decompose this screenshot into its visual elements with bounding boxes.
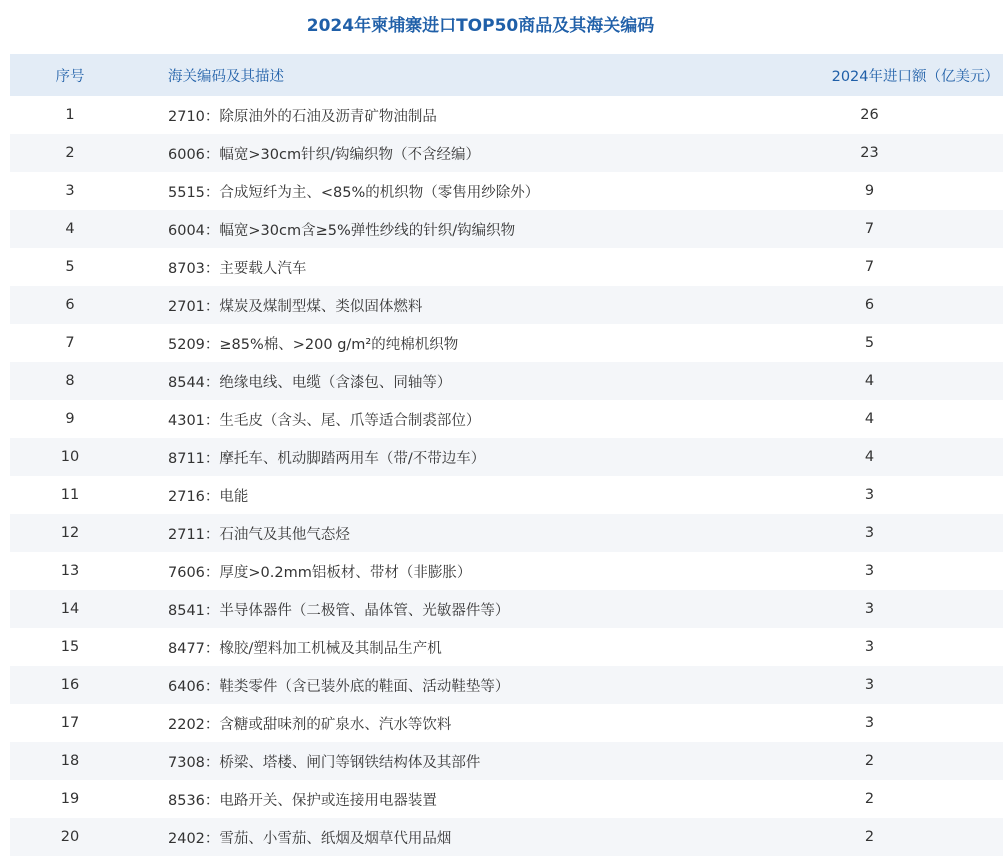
- row-description: 8703：主要载人汽车: [168, 260, 307, 277]
- table-row: [10, 552, 1003, 590]
- row-import-value: 3: [864, 525, 875, 541]
- row-number: 9: [65, 411, 75, 427]
- row-description: 8711：摩托车、机动脚踏两用车（带/不带边车）: [168, 450, 486, 467]
- row-description: 8544：绝缘电线、电缆（含漆包、同轴等）: [168, 374, 452, 391]
- table-row: [10, 210, 1003, 248]
- row-number: 19: [60, 791, 80, 807]
- row-import-value: 3: [864, 487, 875, 503]
- table-row: [10, 666, 1003, 704]
- table-row: [10, 476, 1003, 514]
- table-row: [10, 742, 1003, 780]
- row-description: 6004：幅宽>30cm含≥5%弹性纱线的针织/钩编织物: [168, 222, 516, 239]
- row-number: 1: [65, 107, 75, 123]
- row-import-value: 4: [864, 411, 875, 427]
- row-import-value: 7: [864, 259, 875, 275]
- table-row: [10, 324, 1003, 362]
- row-import-value: 6: [864, 297, 875, 313]
- row-import-value: 3: [864, 677, 875, 693]
- row-number: 5: [65, 259, 75, 275]
- row-import-value: 26: [860, 107, 879, 123]
- table-row: [10, 362, 1003, 400]
- row-number: 12: [60, 525, 80, 541]
- row-number: 13: [60, 563, 80, 579]
- table-row: [10, 704, 1003, 742]
- row-import-value: 5: [864, 335, 875, 351]
- table-row: [10, 172, 1003, 210]
- row-description: 6406：鞋类零件（含已装外底的鞋面、活动鞋垫等）: [168, 678, 510, 695]
- row-description: 8536：电路开关、保护或连接用电器装置: [168, 792, 437, 809]
- table-row: [10, 628, 1003, 666]
- table-header-row: [10, 54, 1003, 96]
- row-number: 6: [65, 297, 75, 313]
- row-import-value: 4: [864, 373, 875, 389]
- row-description: 2402：雪茄、小雪茄、纸烟及烟草代用品烟: [168, 830, 452, 847]
- row-description: 8477：橡胶/塑料加工机械及其制品生产机: [168, 640, 442, 657]
- table-row: [10, 438, 1003, 476]
- row-description: 5515：合成短纤为主、<85%的机织物（零售用纱除外）: [168, 184, 540, 201]
- row-number: 10: [60, 449, 80, 465]
- table-row: [10, 400, 1003, 438]
- table-row: [10, 818, 1003, 856]
- row-description: 2701：煤炭及煤制型煤、类似固体燃料: [168, 298, 423, 315]
- row-description: 7606：厚度>0.2mm铝板材、带材（非膨胀）: [168, 564, 472, 581]
- table-row: [10, 780, 1003, 818]
- row-import-value: 9: [864, 183, 875, 199]
- row-number: 15: [60, 639, 80, 655]
- row-import-value: 7: [864, 221, 875, 237]
- row-number: 2: [65, 145, 75, 161]
- table-row: [10, 286, 1003, 324]
- page-title: 2024年柬埔寨进口TOP50商品及其海关编码: [306, 16, 655, 36]
- row-number: 11: [60, 487, 80, 503]
- row-number: 7: [65, 335, 75, 351]
- row-number: 16: [60, 677, 80, 693]
- import-table: [10, 54, 1003, 856]
- row-description: 2711：石油气及其他气态烃: [168, 526, 350, 543]
- row-import-value: 3: [864, 601, 875, 617]
- table-row: [10, 514, 1003, 552]
- header-number: 序号: [55, 68, 85, 85]
- row-number: 4: [65, 221, 75, 237]
- row-number: 8: [65, 373, 75, 389]
- row-description: 4301：生毛皮（含头、尾、爪等适合制裘部位）: [168, 412, 481, 429]
- row-number: 20: [60, 829, 80, 845]
- table-row: [10, 248, 1003, 286]
- table-body: [10, 96, 1003, 856]
- row-import-value: 2: [864, 791, 875, 807]
- row-description: 2710：除原油外的石油及沥青矿物油制品: [168, 108, 437, 125]
- row-description: 7308：桥梁、塔楼、闸门等钢铁结构体及其部件: [168, 754, 481, 771]
- header-import-value: 2024年进口额（亿美元）: [831, 68, 999, 85]
- row-import-value: 3: [864, 563, 875, 579]
- table-row: [10, 590, 1003, 628]
- row-description: 6006：幅宽>30cm针织/钩编织物（不含经编）: [168, 146, 480, 163]
- row-number: 18: [60, 753, 80, 769]
- header-description: 海关编码及其描述: [168, 68, 284, 85]
- row-number: 14: [60, 601, 80, 617]
- table-row: [10, 134, 1003, 172]
- row-description: 5209：≥85%棉、>200 g/m²的纯棉机织物: [168, 336, 459, 353]
- row-import-value: 3: [864, 715, 875, 731]
- row-import-value: 3: [864, 639, 875, 655]
- row-description: 2716：电能: [168, 488, 249, 505]
- row-import-value: 23: [860, 145, 879, 161]
- row-import-value: 2: [864, 753, 875, 769]
- row-number: 17: [60, 715, 80, 731]
- row-description: 8541：半导体器件（二极管、晶体管、光敏器件等）: [168, 602, 510, 619]
- row-import-value: 2: [864, 829, 875, 845]
- table-row: [10, 96, 1003, 134]
- row-number: 3: [65, 183, 75, 199]
- row-description: 2202：含糖或甜味剂的矿泉水、汽水等饮料: [168, 716, 452, 733]
- row-import-value: 4: [864, 449, 875, 465]
